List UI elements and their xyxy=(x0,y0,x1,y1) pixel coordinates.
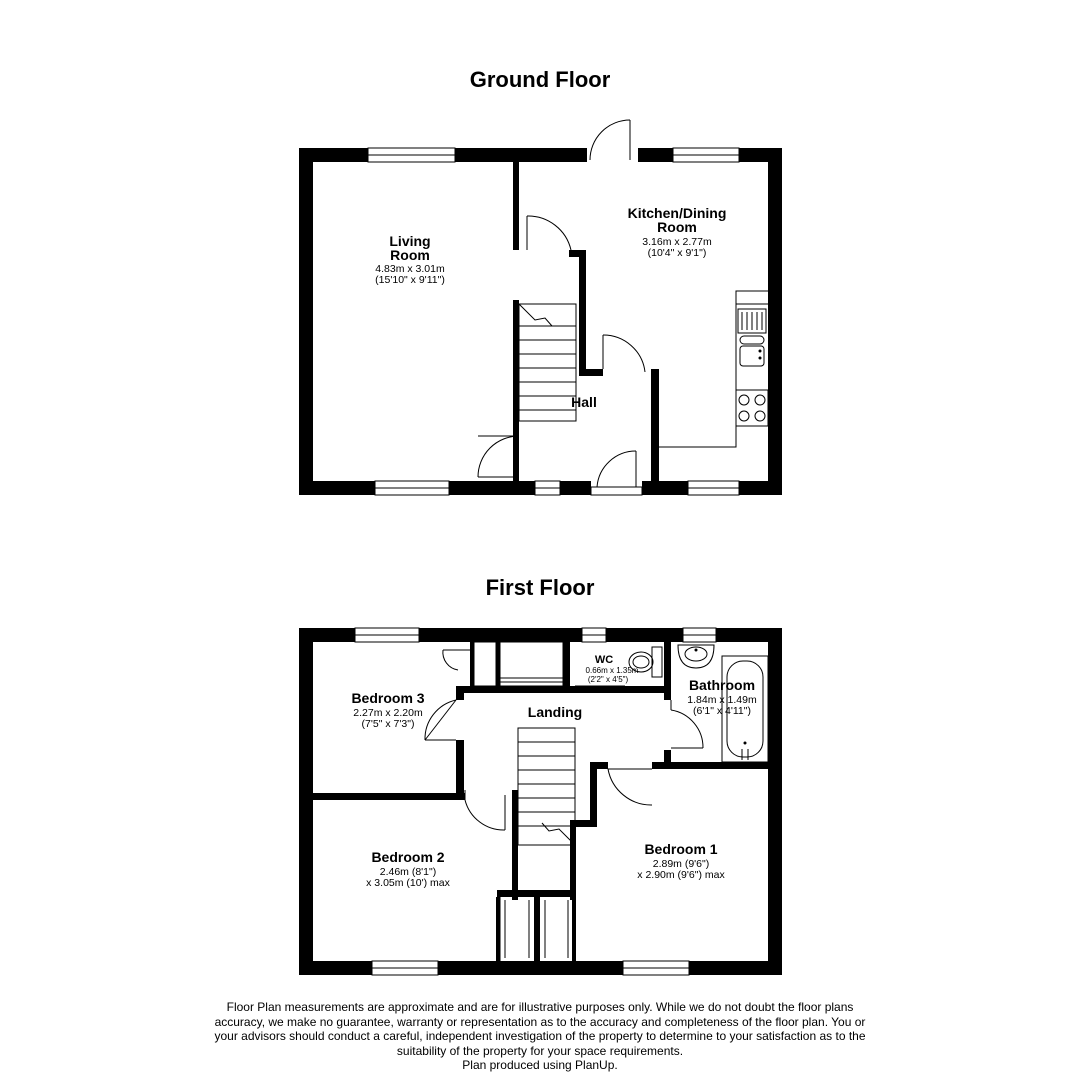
wall xyxy=(513,300,519,481)
hall-label: Hall xyxy=(571,394,597,410)
wall xyxy=(569,250,586,257)
bedroom-1-label xyxy=(637,841,725,881)
window xyxy=(688,481,739,495)
wall xyxy=(313,793,465,800)
bedroom-2-size-line1: 2.46m (8'1") xyxy=(379,866,437,878)
wall xyxy=(534,897,540,961)
bedroom-1-name: Bedroom 1 xyxy=(644,841,718,857)
wc-label xyxy=(586,654,639,684)
living-door-swing xyxy=(478,436,519,477)
kitchen-dining-label xyxy=(628,205,727,259)
bedroom-2-door-swing xyxy=(465,790,505,830)
window xyxy=(582,628,606,642)
wall xyxy=(579,369,603,376)
living-room-size-metric: 4.83m x 3.01m xyxy=(375,263,445,275)
wall xyxy=(768,148,782,495)
wall xyxy=(496,897,500,961)
first-floor-title: First Floor xyxy=(485,575,595,600)
bedroom-1-size-line2: x 2.90m (9'6") max xyxy=(637,869,725,881)
wall xyxy=(563,642,570,690)
bedroom-3-door-swing xyxy=(425,700,456,740)
window xyxy=(355,628,419,642)
cupboard-door-swing xyxy=(443,650,470,670)
front-door-swing xyxy=(591,451,642,495)
wc-size-metric: 0.66m x 1.35m xyxy=(585,666,639,675)
living-room-name: Living xyxy=(389,233,431,249)
bedroom-2-size-line2: x 3.05m (10') max xyxy=(366,877,450,889)
hob xyxy=(736,390,768,426)
wall xyxy=(664,642,671,700)
wall xyxy=(651,369,659,481)
window xyxy=(535,481,560,495)
wall xyxy=(512,790,518,900)
bedroom-2-name: Bedroom 2 xyxy=(371,849,445,865)
wall xyxy=(470,642,474,686)
window xyxy=(372,961,438,975)
wall xyxy=(456,740,464,793)
disclaimer-line: accuracy, we make no guarantee, warranty or representation as to the accuracy and completeness of the floor plan. You or xyxy=(214,1014,866,1029)
disclaimer-line: Floor Plan measurements are approximate and are for illustrative purposes only. While we do not doubt the floor plans xyxy=(226,1000,854,1014)
ground-floor-plan xyxy=(299,120,782,495)
window xyxy=(375,481,449,495)
disclaimer xyxy=(180,1000,900,1073)
wall xyxy=(497,890,576,897)
wall xyxy=(299,628,313,975)
bedroom-1-size-line1: 2.89m (9'6") xyxy=(652,858,710,870)
wall xyxy=(768,628,782,975)
kitchen-dining-size-metric: 3.16m x 2.77m xyxy=(642,236,712,248)
wall xyxy=(496,642,500,686)
bedroom-3-size-imperial: (7'5" x 7'3") xyxy=(361,718,415,730)
wall xyxy=(575,820,597,827)
window xyxy=(683,628,716,642)
first-floor-plan xyxy=(299,628,782,975)
back-door-swing xyxy=(587,120,638,162)
wall xyxy=(572,897,576,961)
bathroom-name: Bathroom xyxy=(688,677,756,693)
wc-size-imperial: (2'2" x 4'5") xyxy=(587,675,629,684)
basin xyxy=(678,645,714,668)
wall xyxy=(579,250,586,376)
bathroom-label xyxy=(687,677,757,717)
bedroom-1-door-swing xyxy=(608,769,652,805)
bedroom-3-label xyxy=(351,690,424,730)
living-room-size-imperial: (15'10" x 9'11") xyxy=(375,274,445,286)
wall xyxy=(652,762,768,769)
living-room-name: Room xyxy=(390,247,430,263)
disclaimer-line: your advisors should conduct a careful, independent investigation of the property to determine to your satisfaction as to the xyxy=(214,1029,866,1043)
hall-door-swing xyxy=(603,335,645,372)
bathroom-size-imperial: (6'1" x 4'11") xyxy=(693,705,751,717)
bathroom-size-metric: 1.84m x 1.49m xyxy=(687,694,757,706)
wall xyxy=(299,148,313,495)
ground-floor-staircase xyxy=(519,304,576,421)
kitchen-dining-name: Kitchen/Dining xyxy=(627,205,727,221)
wc-name: WC xyxy=(594,654,614,666)
wall xyxy=(590,762,597,827)
bedroom-2-label xyxy=(366,849,450,889)
ground-floor-title: Ground Floor xyxy=(469,67,611,92)
wall xyxy=(456,686,669,693)
first-floor-staircase xyxy=(518,728,575,845)
wall xyxy=(513,162,519,250)
bedroom-3-size-metric: 2.27m x 2.20m xyxy=(353,707,423,719)
kitchen-dining-size-imperial: (10'4" x 9'1") xyxy=(647,247,707,259)
window xyxy=(368,148,455,162)
kitchen-dining-name: Room xyxy=(657,219,697,235)
window xyxy=(623,961,689,975)
wall xyxy=(299,961,782,975)
kitchen-door-swing xyxy=(527,216,571,250)
disclaimer-line: suitability of the property for your space requirements. xyxy=(396,1043,684,1058)
landing-label: Landing xyxy=(527,704,583,720)
sink-drainer xyxy=(738,309,766,366)
window xyxy=(673,148,739,162)
bedroom-3-name: Bedroom 3 xyxy=(351,690,425,706)
disclaimer-credit: Plan produced using PlanUp. xyxy=(462,1058,618,1072)
living-room-label xyxy=(375,233,445,286)
